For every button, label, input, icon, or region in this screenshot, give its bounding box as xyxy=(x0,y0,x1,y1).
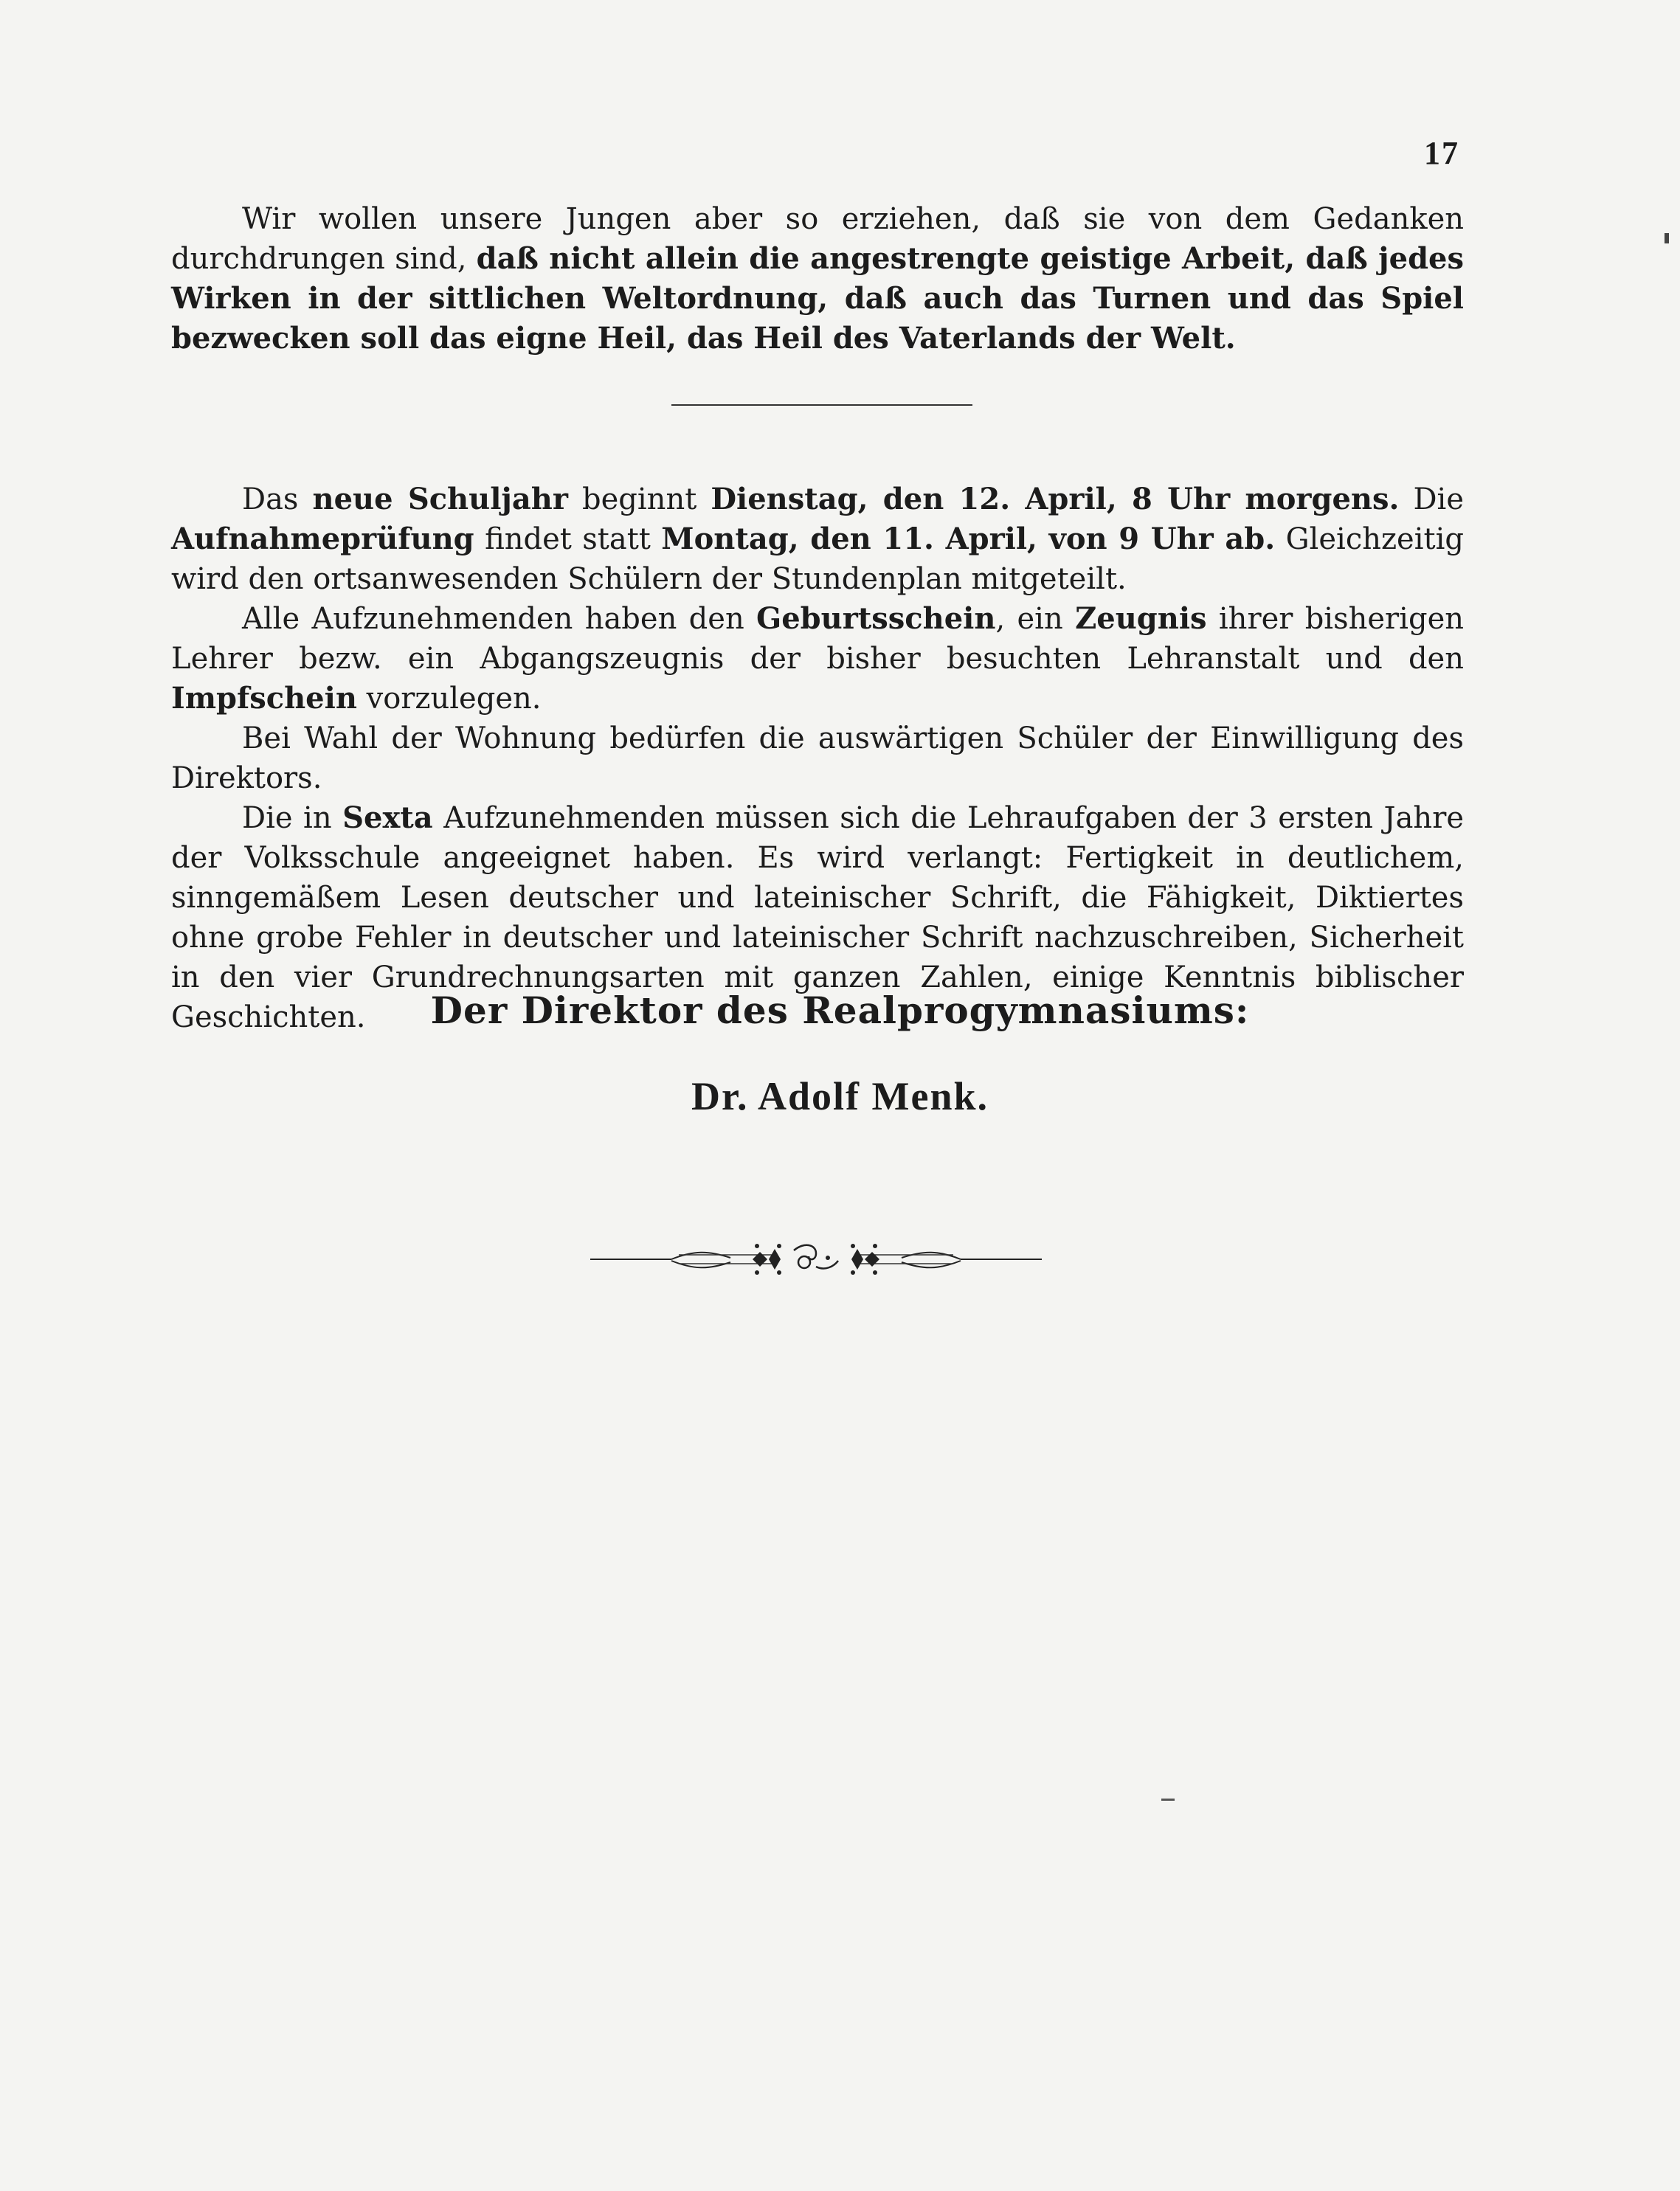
bold-run: neue Schuljahr xyxy=(312,482,568,516)
bold-run: Montag, den 11. April, von 9 Uhr ab. xyxy=(661,522,1276,556)
paragraph-housing: Bei Wahl der Wohnung bedürfen die auswärtigen Schüler der Einwilligung des Direktors. xyxy=(171,721,1464,795)
text-run: ihrer bisherigen Lehrer bezw. ein Abgangszeugnis der bisher besuchten Lehranstalt und den xyxy=(171,602,1464,676)
text-run: vorzulegen. xyxy=(356,682,542,716)
separator-line xyxy=(671,404,972,406)
paragraph-school-year xyxy=(171,480,1464,599)
text-run: Gleichzeitig wird den ortsanwesenden Schülern der Stundenplan mitgeteilt. xyxy=(171,522,1464,596)
text-run: Alle Aufzunehmenden haben den xyxy=(242,602,757,636)
signature-title: Der Direktor des Realprogymnasiums: xyxy=(430,989,1250,1032)
text-run: findet statt xyxy=(474,522,662,556)
scan-speck xyxy=(1161,1799,1175,1801)
paragraph-1 xyxy=(171,199,1464,359)
paragraph-1-intro: Wir wollen unsere Jungen aber so erziehen, daß sie von dem Gedanken durchdrungen sind, xyxy=(171,202,1464,276)
bold-run: Aufnahmeprüfung xyxy=(171,522,474,556)
page-number: 17 xyxy=(1424,135,1459,171)
text-run: beginnt xyxy=(567,482,711,516)
bold-run: Zeugnis xyxy=(1075,601,1207,636)
intro-paragraph xyxy=(171,199,1464,359)
bold-run: Dienstag, den 12. April, 8 Uhr morgens. xyxy=(711,482,1400,516)
text-run: Die in xyxy=(242,801,343,835)
text-run: Das xyxy=(242,482,313,516)
announcement-section xyxy=(171,480,1464,1037)
text-run: Aufzunehmenden müssen sich die Lehraufgaben der 3 ersten Jahre der Volksschule angeeignet haben. Es wird verlangt: Fertigkeit in deutlichem, sinngemäßem Lesen deutscher und lateinischer Schrift, die Fähigkeit, Diktiertes ohne grobe Fehler in deutscher und lateinischer Schrift nachzuschreiben, Sicherheit in den vier Grundrechnungsarten mit ganzen Zahlen, einige Kenntnis biblischer Geschichten. xyxy=(171,801,1464,1034)
text-run: Die xyxy=(1399,482,1465,516)
ornament-divider-icon xyxy=(590,1228,1042,1287)
paragraph-1-emphasis: daß nicht allein die angestrengte geistige Arbeit, daß jedes Wirken in der sittlichen Weltordnung, daß auch das Turnen und das Spiel bezwecken soll das eigne Heil, das Heil des Vaterlands der Welt. xyxy=(171,241,1464,356)
bold-run: Impfschein xyxy=(171,681,357,716)
text-run: , ein xyxy=(995,602,1076,636)
scan-speck xyxy=(1665,233,1669,243)
signature-name: Dr. Adolf Menk. xyxy=(691,1074,989,1118)
bold-run: Geburtsschein xyxy=(756,601,996,636)
paragraph-documents xyxy=(171,599,1464,719)
bold-run: Sexta xyxy=(342,800,433,835)
